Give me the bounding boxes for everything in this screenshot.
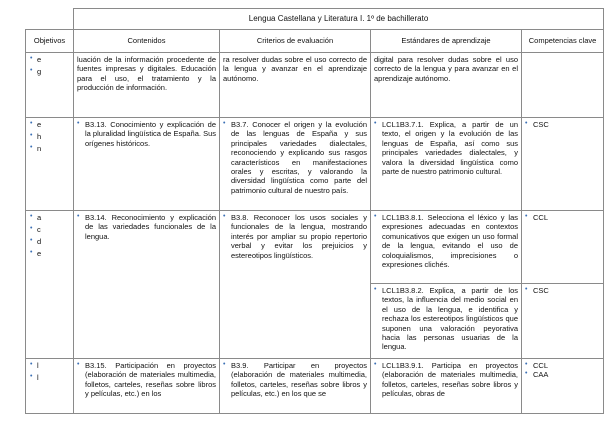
table-row: [26, 118, 604, 211]
table-title: Lengua Castellana y Literatura I. 1º de bachillerato: [74, 9, 604, 30]
estandares-cell: [371, 211, 522, 284]
table-row: [26, 53, 604, 118]
contenidos-cell: [74, 359, 220, 414]
header-objetivos: Objetivos: [26, 30, 74, 53]
estandares-cell: [371, 359, 522, 414]
contenidos-text: luación de la información procedente de fuentes impresas y digitales. Educación para el uso, el tratamiento y la producción de información.: [77, 55, 216, 93]
competencias-cell: [522, 359, 604, 414]
objetivo-item: • n: [29, 144, 70, 156]
header-contenidos: Contenidos: [74, 30, 220, 53]
objetivos-cell: [26, 359, 74, 414]
criterios-cell: [220, 53, 371, 118]
objetivos-cell: [26, 211, 74, 359]
objetivo-item: • e: [29, 55, 70, 67]
contenidos-text: • B3.13. Conocimiento y explicación de la pluralidad lingüística de España. Sus orígenes históricos.: [77, 120, 216, 148]
estandares-cell: [371, 53, 522, 118]
objetivo-item: • e: [29, 120, 70, 132]
objetivo-item: • g: [29, 67, 70, 79]
header-estandares: Estándares de aprendizaje: [371, 30, 522, 53]
contenidos-text: • B3.14. Reconocimiento y explicación de las variedades funcionales de la lengua.: [77, 213, 216, 241]
competencia-item: • CCL: [525, 361, 600, 370]
header-criterios: Criterios de evaluación: [220, 30, 371, 53]
estandares-text: • LCL1B3.8.2. Explica, a partir de los textos, la influencia del medio social en el uso de la lengua, e identifica y rechaza los estereotipos lingüísticos que suponen una valoración peyorativa hacia las personas usuarias de la lengua.: [374, 286, 518, 352]
competencias-cell: [522, 118, 604, 211]
table-corner: [26, 9, 74, 30]
criterios-text: • B3.9. Participar en proyectos (elaboración de materiales multimedia, folletos, carteles, reseñas sobre libros y películas, etc.) en los que se: [223, 361, 367, 399]
criterios-cell: [220, 118, 371, 211]
curriculum-table: [25, 8, 604, 414]
competencia-item: • CSC: [525, 286, 600, 295]
objetivo-item: • d: [29, 237, 70, 249]
objetivo-item: • e: [29, 249, 70, 261]
objetivo-item: • l: [29, 373, 70, 385]
estandares-text: • LCL1B3.7.1. Explica, a partir de un texto, el origen y la evolución de las lenguas de España, así como sus principales variedades dialectales, y valora la diversidad lingüística como parte de nuestro patrimonio cultural.: [374, 120, 518, 176]
estandares-cell: [371, 284, 522, 359]
criterios-cell: [220, 211, 371, 359]
contenidos-cell: [74, 211, 220, 359]
criterios-text: • B3.7. Conocer el origen y la evolución de las lenguas de España y sus principales variedades dialectales, reconociendo y explicando sus rasgos característicos en manifestaciones orales y escritas, y valorando la diversidad lingüística como parte del patrimonio cultural de nuestro país.: [223, 120, 367, 195]
estandares-text: • LCL1B3.8.1. Selecciona el léxico y las expresiones adecuadas en contextos comunicativos que exigen un uso formal de la lengua, evitando el uso de coloquialismos, imprecisiones o expresiones clichés.: [374, 213, 518, 269]
estandares-text: digital para resolver dudas sobre el uso correcto de la lengua y para avanzar en el aprendizaje autónomo.: [374, 55, 518, 83]
criterios-cell: [220, 359, 371, 414]
objetivo-item: • l: [29, 361, 70, 373]
objetivos-cell: [26, 118, 74, 211]
objetivo-item: • c: [29, 225, 70, 237]
criterios-text: ra resolver dudas sobre el uso correcto de la lengua y avanzar en el aprendizaje autónomo.: [223, 55, 367, 83]
table-row: [26, 211, 604, 284]
competencia-item: • CAA: [525, 370, 600, 379]
objetivos-cell: [26, 53, 74, 118]
objetivo-item: • a: [29, 213, 70, 225]
competencia-item: • CSC: [525, 120, 600, 129]
competencias-cell: [522, 284, 604, 359]
estandares-cell: [371, 118, 522, 211]
contenidos-text: • B3.15. Participación en proyectos (elaboración de materiales multimedia, folletos, carteles, reseñas sobre libros y películas, etc.) en los: [77, 361, 216, 399]
competencia-item: • CCL: [525, 213, 600, 222]
header-competencias: Competencias clave: [522, 30, 604, 53]
contenidos-cell: [74, 118, 220, 211]
objetivo-item: • h: [29, 132, 70, 144]
contenidos-cell: [74, 53, 220, 118]
criterios-text: • B3.8. Reconocer los usos sociales y funcionales de la lengua, mostrando interés por ampliar su propio repertorio verbal y evitar los prejuicios y estereotipos lingüísticos.: [223, 213, 367, 260]
estandares-text: • LCL1B3.9.1. Participa en proyectos (elaboración de materiales multimedia, folletos, carteles, reseñas sobre libros y películas, obras de: [374, 361, 518, 399]
table-row: [26, 359, 604, 414]
competencias-cell: [522, 53, 604, 118]
competencias-cell: [522, 211, 604, 284]
